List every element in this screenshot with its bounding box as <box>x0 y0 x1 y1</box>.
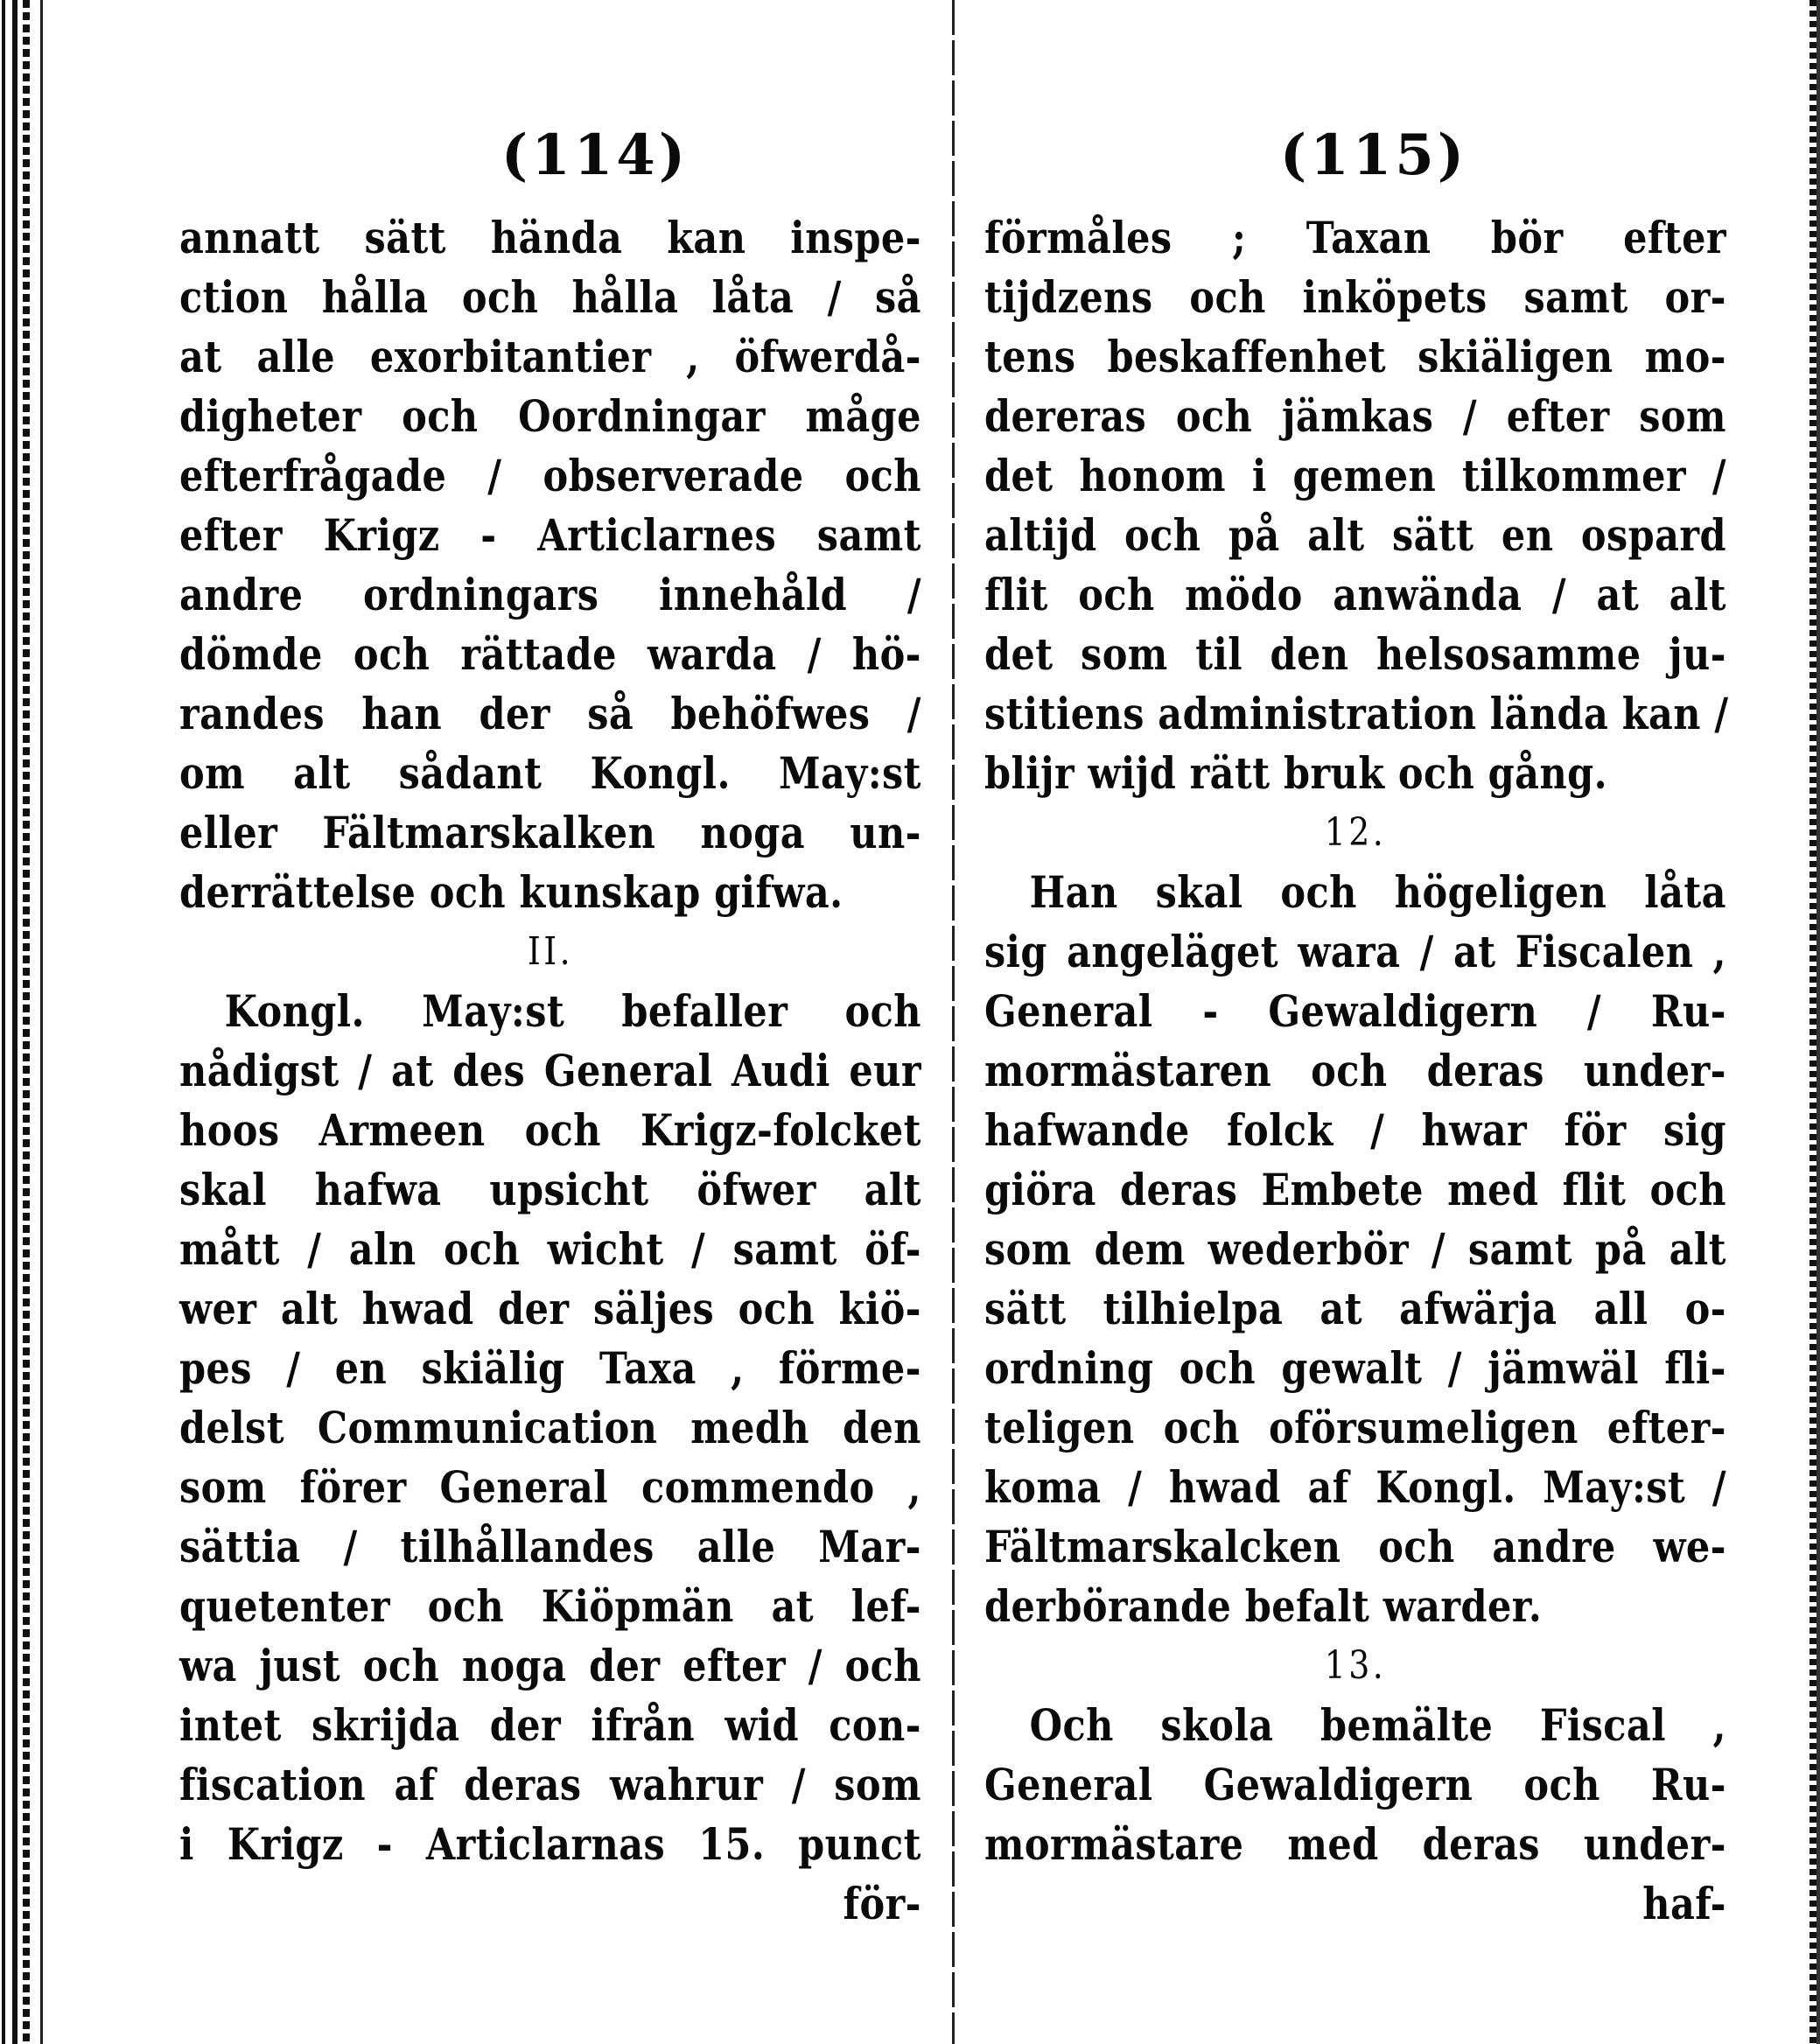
section-number: 12. <box>1324 810 1387 855</box>
page-edge-stack <box>1810 0 1816 2044</box>
paragraph-last-line: derbörande befalt warder. <box>984 1580 1543 1632</box>
text-line: det som til den helsosamme ju- <box>984 628 1726 680</box>
text-line: giöra deras Embete med flit och <box>984 1164 1726 1215</box>
text-line: wa just och noga der efter / och <box>179 1640 921 1691</box>
text-line: mormästaren och deras under- <box>984 1045 1726 1096</box>
page-edge-stack <box>23 0 30 2044</box>
text-line: at alle exorbitantier , öfwerdå- <box>179 331 921 382</box>
catchword: för- <box>843 1878 921 1929</box>
text-line: sätt tilhielpa at afwärja all o- <box>984 1283 1726 1334</box>
text-line: efterfrågade / observerade och <box>179 450 921 501</box>
left-page <box>179 0 923 2044</box>
text-line: hoos Armeen och Krigz-folcket <box>179 1104 921 1156</box>
paragraph-last-line: derrättelse och kunskap gifwa. <box>179 866 844 918</box>
page-edge-line <box>1816 0 1820 2044</box>
text-line: stitiens administration lända kan / <box>984 688 1729 739</box>
text-line: sig angeläget wara / at Fiscalen , <box>984 926 1726 977</box>
text-line: koma / hwad af Kongl. May:st / <box>984 1461 1726 1513</box>
page-edge-line <box>40 0 43 2044</box>
text-line: altijd och på alt sätt en ospard <box>984 509 1726 561</box>
left-page-text <box>179 208 923 1934</box>
page-edge-line <box>12 0 18 2044</box>
text-line: ordning och gewalt / jämwäl fli- <box>984 1342 1726 1394</box>
text-line: ction hålla och hålla låta / så <box>179 271 921 323</box>
text-line: dereras och jämkas / efter som <box>984 390 1726 442</box>
text-line: intet skrijda der ifrån wid con- <box>179 1699 921 1751</box>
section-number: 13. <box>1324 1643 1387 1688</box>
text-line: mormästare med deras under- <box>984 1818 1726 1870</box>
text-line: flit och mödo anwända / at alt <box>984 569 1726 620</box>
section-number: II. <box>527 929 574 974</box>
text-line: General - Gewaldigern / Ru- <box>984 985 1726 1037</box>
text-line: efter Krigz - Articlarnes samt <box>179 509 921 561</box>
text-line: wer alt hwad der säljes och kiö- <box>179 1283 921 1334</box>
text-line: skal hafwa upsicht öfwer alt <box>179 1164 921 1215</box>
text-line: pes / en skiälig Taxa , förme- <box>179 1342 921 1394</box>
text-line: hafwande folck / hwar för sig <box>984 1104 1726 1156</box>
paragraph-first-line: Han skal och högeligen låta <box>1029 866 1726 918</box>
text-line: eller Fältmarskalken noga un- <box>179 807 921 858</box>
text-line: General Gewaldigern och Ru- <box>984 1759 1726 1810</box>
paragraph-last-line: blijr wijd rätt bruk och gång. <box>984 747 1608 799</box>
text-line: nådigst / at des General Audi eur <box>179 1045 921 1096</box>
text-line: delst Communication medh den <box>179 1402 921 1453</box>
text-line: tijdzens och inköpets samt or- <box>984 271 1726 323</box>
page-number: (115) <box>1279 122 1468 188</box>
right-page-text <box>984 208 1728 1934</box>
text-line: sättia / tilhållandes alle Mar- <box>179 1521 921 1572</box>
text-line: Fältmarskalcken och andre we- <box>984 1521 1726 1572</box>
text-line: teligen och oförsumeligen efter- <box>984 1402 1726 1453</box>
text-line: fiscation af deras wahrur / som <box>179 1759 921 1810</box>
paragraph-first-line: Och skola bemälte Fiscal , <box>1029 1699 1726 1751</box>
text-line: annatt sätt hända kan inspe- <box>179 212 921 263</box>
text-line: digheter och Oordningar måge <box>179 390 921 442</box>
text-line: mått / aln och wicht / samt öf- <box>179 1223 921 1275</box>
text-line: förmåles ; Taxan bör efter <box>984 212 1726 263</box>
text-line: som förer General commendo , <box>179 1461 921 1513</box>
text-line: det honom i gemen tilkommer / <box>984 450 1726 501</box>
text-line: dömde och rättade warda / hö- <box>179 628 921 680</box>
text-line: i Krigz - Articlarnas 15. punct <box>179 1818 921 1870</box>
paragraph-first-line: Kongl. May:st befaller och <box>224 985 921 1037</box>
text-line: om alt sådant Kongl. May:st <box>179 747 921 799</box>
right-page <box>984 0 1728 2044</box>
catchword: haf- <box>1642 1878 1726 1929</box>
text-line: randes han der så behöfwes / <box>179 688 921 739</box>
page-edge-line <box>2 0 5 2044</box>
text-line: som dem wederbör / samt på alt <box>984 1223 1726 1275</box>
text-line: tens beskaffenhet skiäligen mo- <box>984 331 1726 382</box>
book-gutter <box>952 0 955 2044</box>
text-line: andre ordningars innehåld / <box>179 569 921 620</box>
text-line: quetenter och Kiöpmän at lef- <box>179 1580 921 1632</box>
page-number: (114) <box>500 122 690 188</box>
